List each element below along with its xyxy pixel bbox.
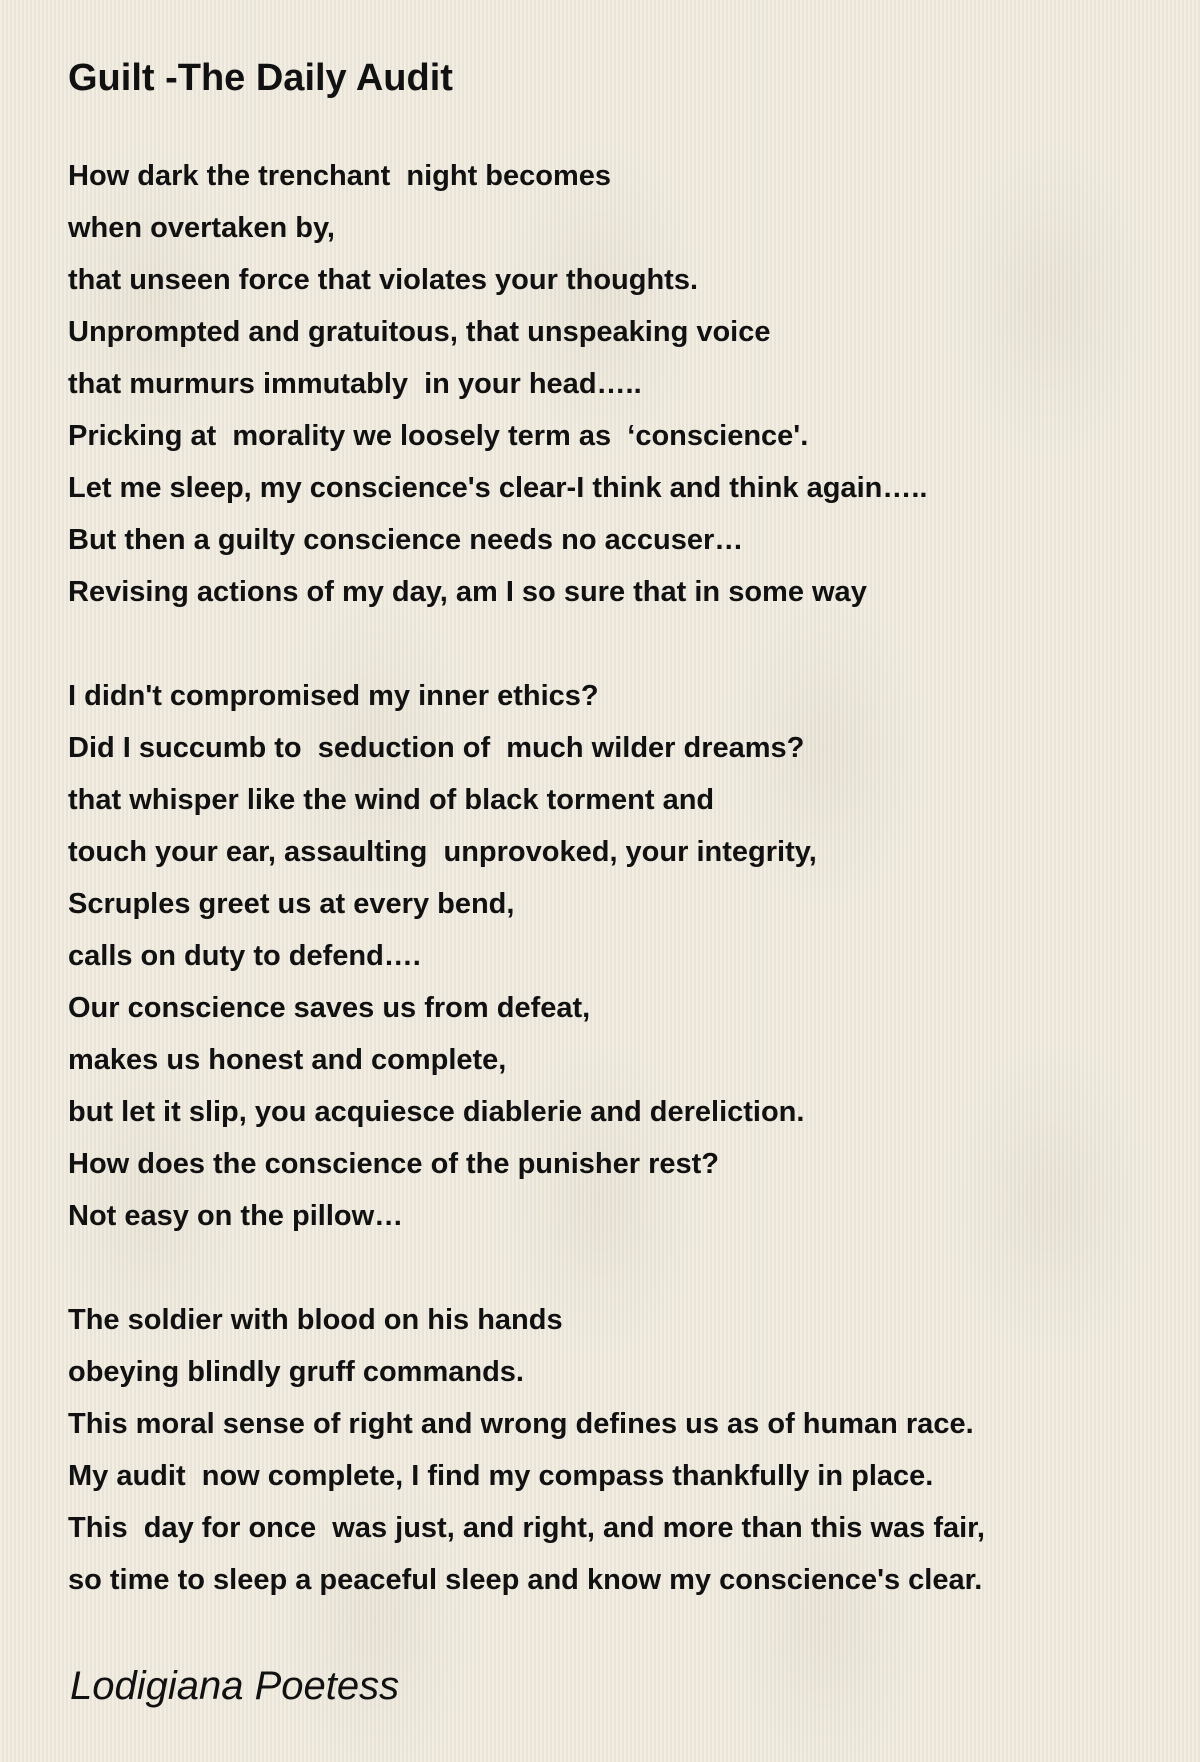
poem-line: Scruples greet us at every bend, [68,888,515,920]
stanza-break [68,1242,1158,1294]
stanza-2 [68,670,1158,1242]
poem-line: Revising actions of my day, am I so sure that in some way [68,576,867,608]
poem-line: makes us honest and complete, [68,1044,507,1076]
poem-line: when overtaken by, [68,212,335,244]
poem-line: How dark the trenchant night becomes [68,160,612,192]
stanza-break [68,618,1158,670]
poem-line: Our conscience saves us from defeat, [68,992,591,1024]
poem-title: Guilt -The Daily Audit [68,57,453,99]
poem-line: This day for once was just, and right, and more than this was fair, [68,1512,985,1544]
stanza-1 [68,150,1158,618]
poem-line: obeying blindly gruff commands. [68,1356,524,1388]
poem-line: This moral sense of right and wrong defines us as of human race. [68,1408,974,1440]
poem-line: touch your ear, assaulting unprovoked, your integrity, [68,836,817,868]
poem-line: My audit now complete, I find my compass thankfully in place. [68,1460,934,1492]
poem-body [68,150,1158,1606]
poem-line: Not easy on the pillow… [68,1200,404,1232]
poem-line: I didn't compromised my inner ethics? [68,680,599,712]
author-name: Lodigiana Poetess [70,1664,400,1708]
poem-line: But then a guilty conscience needs no accuser… [68,524,744,556]
poem-line: Pricking at morality we loosely term as ‘conscience'. [68,420,809,452]
poem-line: that murmurs immutably in your head….. [68,368,642,400]
poem-line: so time to sleep a peaceful sleep and know my conscience's clear. [68,1564,983,1596]
poem-line: that unseen force that violates your thoughts. [68,264,699,296]
poem-line: The soldier with blood on his hands [68,1304,563,1336]
poem-line: How does the conscience of the punisher rest? [68,1148,720,1180]
poem-line: calls on duty to defend…. [68,940,421,972]
poem-line: Unprompted and gratuitous, that unspeaking voice [68,316,771,348]
poem-line: that whisper like the wind of black torment and [68,784,715,816]
poem-line: Let me sleep, my conscience's clear-I think and think again….. [68,472,928,504]
poem-line: but let it slip, you acquiesce diablerie and dereliction. [68,1096,805,1128]
stanza-3 [68,1294,1158,1606]
poem-line: Did I succumb to seduction of much wilder dreams? [68,732,805,764]
